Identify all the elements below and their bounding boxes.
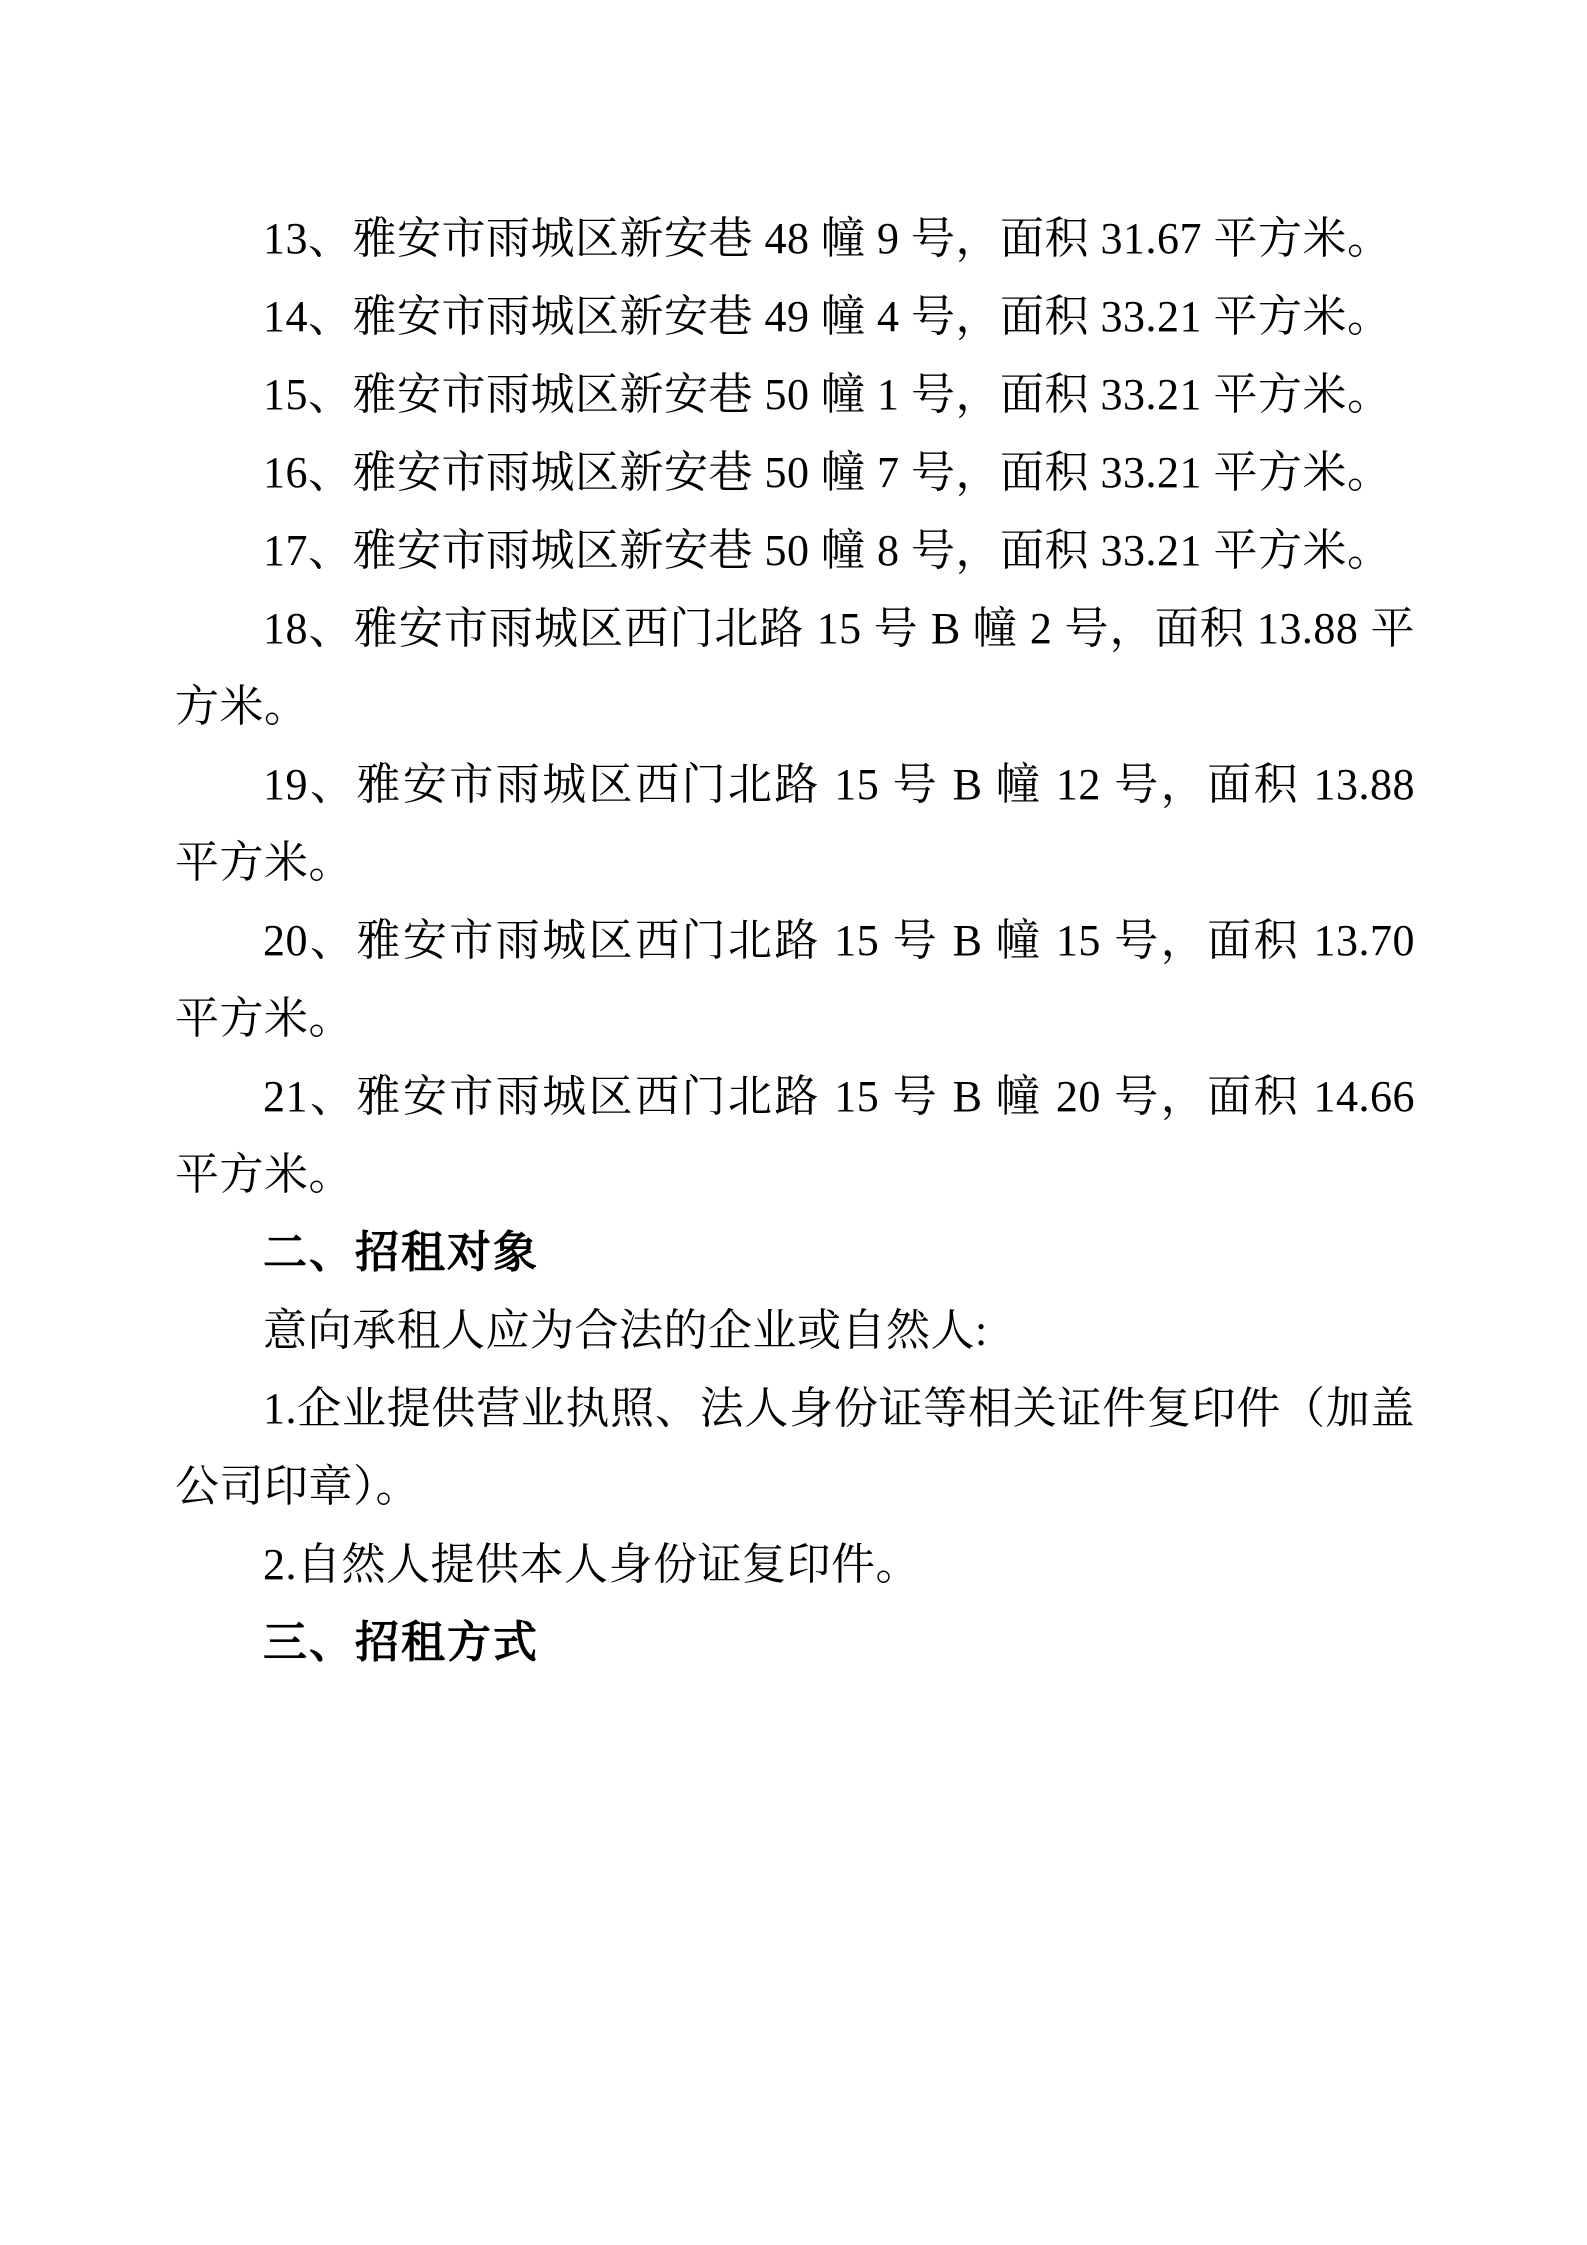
- property-item-21: 21、雅安市雨城区西门北路 15 号 B 幢 20 号，面积 14.66 平方米。: [175, 1072, 1415, 1199]
- property-item-14: 14、雅安市雨城区新安巷 49 幢 4 号，面积 33.21 平方米。: [263, 292, 1392, 341]
- section-heading-rental-targets: 二、招租对象: [263, 1228, 539, 1277]
- section-heading-rental-method: 三、招租方式: [263, 1618, 539, 1667]
- document-body: [175, 200, 1415, 1682]
- section2-requirement-2: 2.自然人提供本人身份证复印件。: [263, 1540, 920, 1589]
- section2-requirement-1: 1.企业提供营业执照、法人身份证等相关证件复印件（加盖公司印章）。: [175, 1384, 1415, 1511]
- property-item-20: 20、雅安市雨城区西门北路 15 号 B 幢 15 号，面积 13.70 平方米。: [175, 916, 1415, 1043]
- property-item-19: 19、雅安市雨城区西门北路 15 号 B 幢 12 号，面积 13.88 平方米。: [175, 760, 1415, 887]
- property-item-16: 16、雅安市雨城区新安巷 50 幢 7 号，面积 33.21 平方米。: [263, 448, 1392, 497]
- property-item-18: 18、雅安市雨城区西门北路 15 号 B 幢 2 号，面积 13.88 平方米。: [175, 604, 1415, 731]
- property-item-13: 13、雅安市雨城区新安巷 48 幢 9 号，面积 31.67 平方米。: [263, 214, 1392, 263]
- property-item-15: 15、雅安市雨城区新安巷 50 幢 1 号，面积 33.21 平方米。: [263, 370, 1392, 419]
- section2-intro-line: 意向承租人应为合法的企业或自然人:: [263, 1306, 988, 1355]
- property-item-17: 17、雅安市雨城区新安巷 50 幢 8 号，面积 33.21 平方米。: [263, 526, 1392, 575]
